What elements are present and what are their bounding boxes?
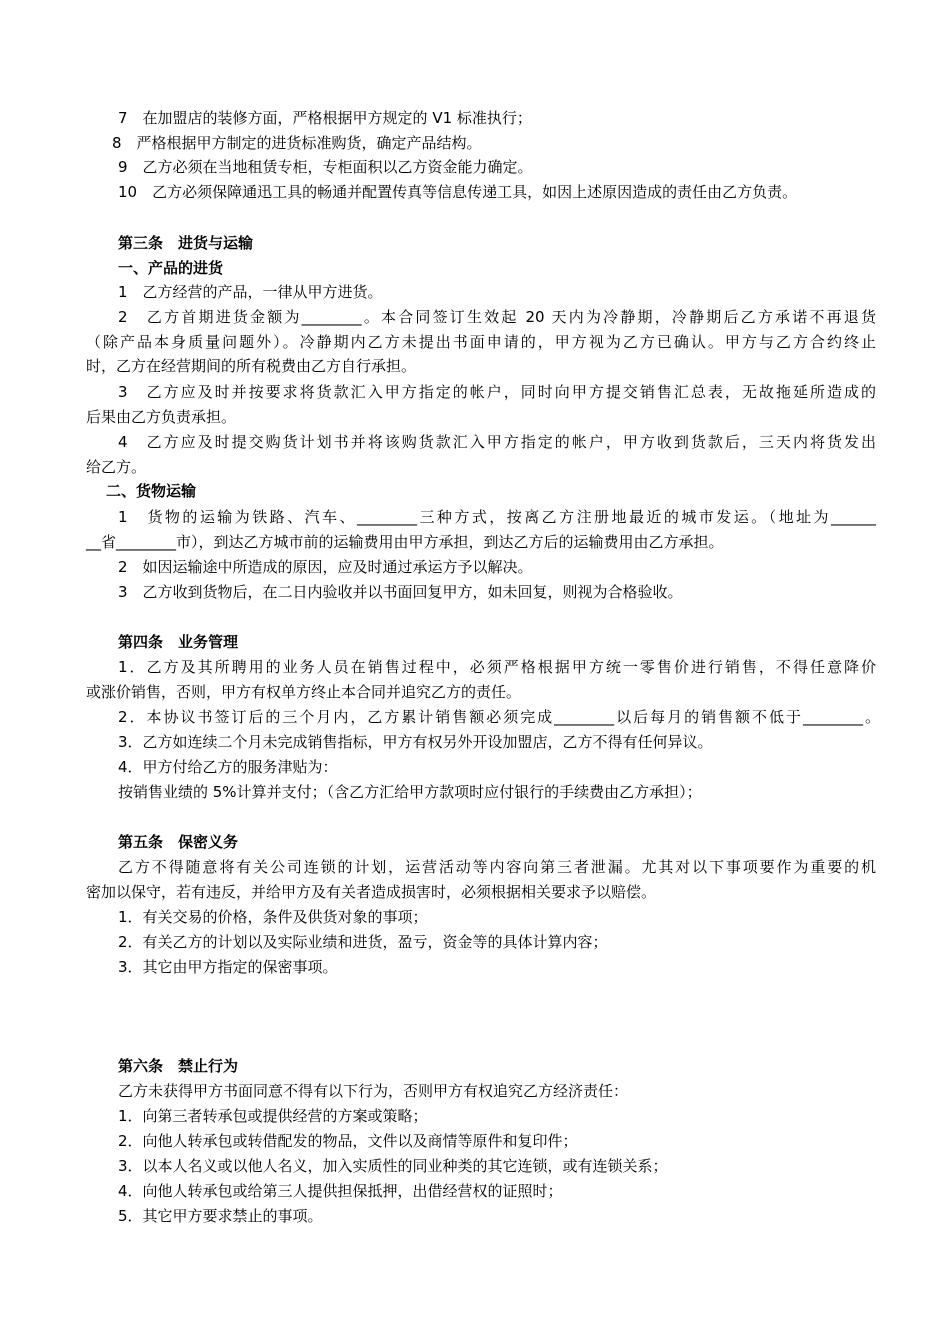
item-9: 9 乙方必须在当地租赁专柜，专柜面积以乙方资金能力确定。 <box>118 158 533 176</box>
article-5-p2: 2．有关乙方的计划以及实际业绩和进货，盈亏，资金等的具体计算内容； <box>118 933 608 951</box>
transport-p1-line1: 1 货物的运输为铁路、汽车、________三种方式，按离乙方注册地最近的城市发运。（地址为______ <box>118 508 876 526</box>
article-4-p4: 4．甲方付给乙方的服务津贴为： <box>118 758 338 776</box>
article-6-p5: 5．其它甲方要求禁止的事项。 <box>118 1207 323 1225</box>
article-6-p1: 1．向第三者转承包或提供经营的方案或策略； <box>118 1107 428 1125</box>
article-3-p1: 1 乙方经营的产品，一律从甲方进货。 <box>118 283 383 301</box>
article-4-p3: 3．乙方如连续二个月未完成销售指标，甲方有权另外开设加盟店，乙方不得有任何异议。 <box>118 733 713 751</box>
transport-p2: 2 如因运输途中所造成的原因，应及时通过承运方予以解决。 <box>118 558 533 576</box>
item-8: 8 严格根据甲方制定的进货标准购货，确定产品结构。 <box>112 134 482 152</box>
article-3-p4-line1: 4 乙方应及时提交购货计划书并将该购货款汇入甲方指定的帐户，甲方收到货款后，三天内将货发出 <box>118 433 876 451</box>
transport-p3: 3 乙方收到货物后，在二日内验收并以书面回复甲方，如未回复，则视为合格验收。 <box>118 583 683 601</box>
article-5-p3: 3．其它由甲方指定的保密事项。 <box>118 958 338 976</box>
article-6-p3: 3．以本人名义或以他人名义，加入实质性的同业种类的其它连锁，或有连锁关系； <box>118 1157 668 1175</box>
article-6-title: 第六条 禁止行为 <box>118 1057 239 1075</box>
article-4-title: 第四条 业务管理 <box>118 633 239 651</box>
article-3-p4-line2: 给乙方。 <box>86 458 147 476</box>
article-4-p2: 2．本协议书签订后的三个月内，乙方累计销售额必须完成________以后每月的销售额不低于________。 <box>118 708 880 726</box>
article-5-title: 第五条 保密义务 <box>118 833 239 851</box>
article-3-p2-line2: （除产品本身质量问题外）。冷静期内乙方未提出书面申请的，甲方视为乙方已确认。甲方与乙方合约终止 <box>86 333 876 351</box>
article-5-p0-line1: 乙方不得随意将有关公司连锁的计划，运营活动等内容向第三者泄漏。尤其对以下事项要作为重要的机 <box>118 858 876 876</box>
article-3-p3-line1: 3 乙方应及时并按要求将货款汇入甲方指定的帐户，同时向甲方提交销售汇总表，无故拖延所造成的 <box>118 383 876 401</box>
article-3-title: 第三条 进货与运输 <box>118 234 254 252</box>
article-4-p5: 按销售业绩的 5%计算并支付；（含乙方汇给甲方款项时应付银行的手续费由乙方承担）； <box>118 783 702 801</box>
article-3-p3-line2: 后果由乙方负责承担。 <box>86 408 237 426</box>
article-4-p1-line2: 或涨价销售，否则，甲方有权单方终止本合同并追究乙方的责任。 <box>86 683 522 701</box>
article-5-p0-line2: 密加以保守，若有违反，并给甲方及有关者造成损害时，必须根据相关要求予以赔偿。 <box>86 883 657 901</box>
article-3-sub-2: 二、货物运输 <box>106 482 197 500</box>
item-10: 10 乙方必须保障通迅工具的畅通并配置传真等信息传递工具，如因上述原因造成的责任由乙方负责。 <box>118 183 798 201</box>
article-6-p2: 2．向他人转承包或转借配发的物品，文件以及商情等原件和复印件； <box>118 1132 578 1150</box>
article-3-p2-line3: 时，乙方在经营期间的所有税费由乙方自行承担。 <box>86 357 417 375</box>
article-6-p4: 4．向他人转承包或给第三人提供担保抵押，出借经营权的证照时； <box>118 1182 563 1200</box>
article-6-p0: 乙方未获得甲方书面同意不得有以下行为，否则甲方有权追究乙方经济责任： <box>118 1082 629 1100</box>
article-3-sub-1: 一、产品的进货 <box>118 259 224 277</box>
item-7: 7 在加盟店的装修方面，严格根据甲方规定的 V1 标准执行； <box>118 109 532 127</box>
article-3-p2-line1: 2 乙方首期进货金额为________。本合同签订生效起 20 天内为冷静期，冷静期后乙方承诺不再退货 <box>118 308 876 326</box>
article-4-p1-line1: 1．乙方及其所聘用的业务人员在销售过程中，必须严格根据甲方统一零售价进行销售，不得任意降价 <box>118 658 876 676</box>
transport-p1-line2: __省________市），到达乙方城市前的运输费用由甲方承担，到达乙方后的运输费用由乙方承担。 <box>86 533 724 551</box>
article-5-p1: 1．有关交易的价格，条件及供货对象的事项； <box>118 908 428 926</box>
